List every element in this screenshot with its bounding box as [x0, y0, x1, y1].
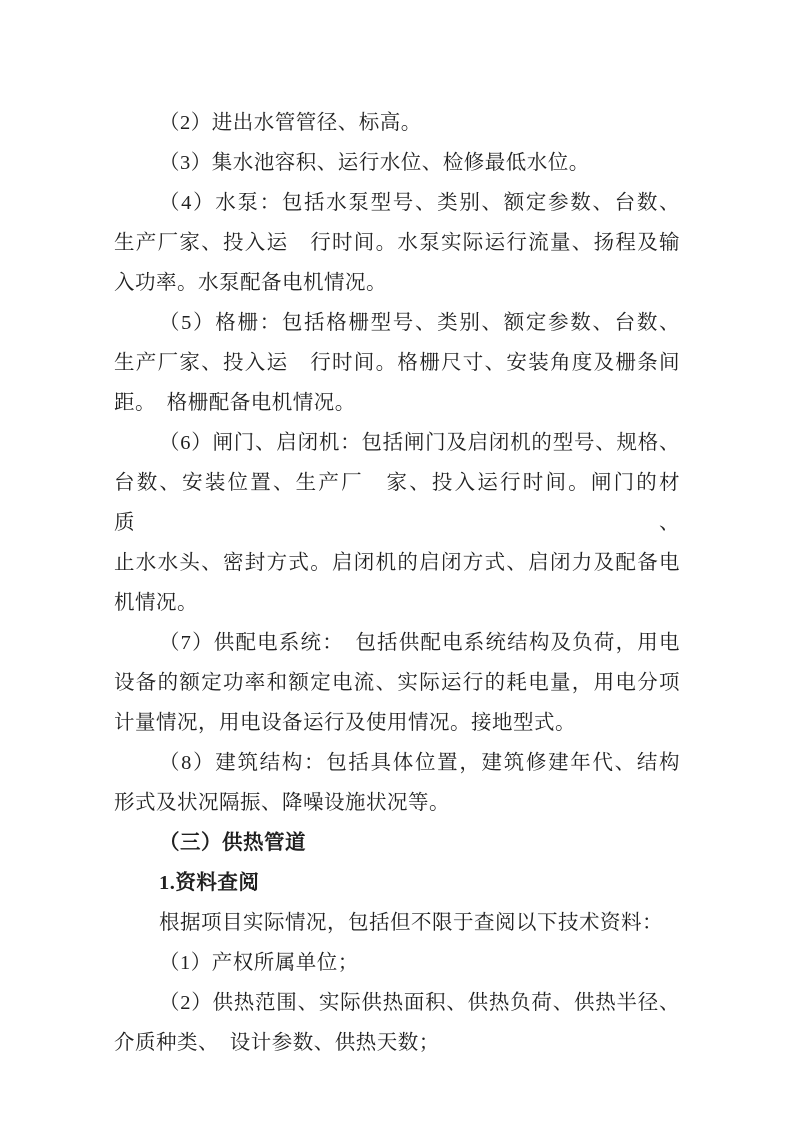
- text-line: 设备的额定功率和额定电流、实际运行的耗电量，用电分项: [114, 672, 680, 694]
- text-line: 形式及状况隔振、降噪设施状况等。: [114, 792, 450, 814]
- document-content: [114, 103, 680, 1063]
- text-line: 计量情况，用电设备运行及使用情况。接地型式。: [114, 712, 576, 734]
- paragraph: [114, 623, 680, 743]
- text-line: （7）供配电系统： 包括供配电系统结构及负荷，用电: [159, 632, 680, 654]
- text-line: （6）闸门、启闭机：包括闸门及启闭机的型号、规格、: [159, 432, 680, 454]
- section-heading: [114, 863, 680, 903]
- text-line: （2）供热范围、实际供热面积、供热负荷、供热半径、: [159, 992, 680, 1014]
- text-line: （5）格栅：包括格栅型号、类别、额定参数、台数、: [159, 312, 680, 334]
- text-line: 生产厂家、投入运 行时间。水泵实际运行流量、扬程及输: [114, 232, 680, 254]
- text-line: 机情况。: [114, 592, 198, 614]
- paragraph: [114, 183, 680, 303]
- text-line: 入功率。水泵配备电机情况。: [114, 272, 387, 294]
- text-line: 根据项目实际情况，包括但不限于查阅以下技术资料：: [159, 912, 663, 934]
- text-line: （1）产权所属单位；: [159, 952, 359, 974]
- text-line: （2）进出水管管径、标高。: [159, 112, 422, 134]
- text-line: 止水水头、密封方式。启闭机的启闭方式、启闭力及配备电: [114, 552, 680, 574]
- text-line: 生产厂家、投入运 行时间。格栅尺寸、安装角度及栅条间: [114, 352, 680, 374]
- paragraph: [114, 743, 680, 823]
- text-line: 1.资料查阅: [159, 872, 260, 894]
- paragraph: [114, 103, 680, 143]
- paragraph: [114, 943, 680, 983]
- paragraph: [114, 423, 680, 623]
- paragraph: [114, 983, 680, 1063]
- paragraph: [114, 303, 680, 423]
- section-heading: [114, 823, 680, 863]
- text-line: 台数、安装位置、生产厂 家、投入运行时间。闸门的材质、: [114, 472, 680, 534]
- paragraph: [114, 903, 680, 943]
- text-line: （三）供热管道: [159, 832, 306, 854]
- paragraph: [114, 143, 680, 183]
- text-line: （4）水泵：包括水泵型号、类别、额定参数、台数、: [159, 192, 680, 214]
- text-line: （8）建筑结构：包括具体位置，建筑修建年代、结构: [159, 752, 680, 774]
- text-line: 距。 格栅配备电机情况。: [114, 392, 356, 414]
- text-line: （3）集水池容积、运行水位、检修最低水位。: [159, 152, 590, 174]
- text-line: 介质种类、 设计参数、供热天数；: [114, 1032, 440, 1054]
